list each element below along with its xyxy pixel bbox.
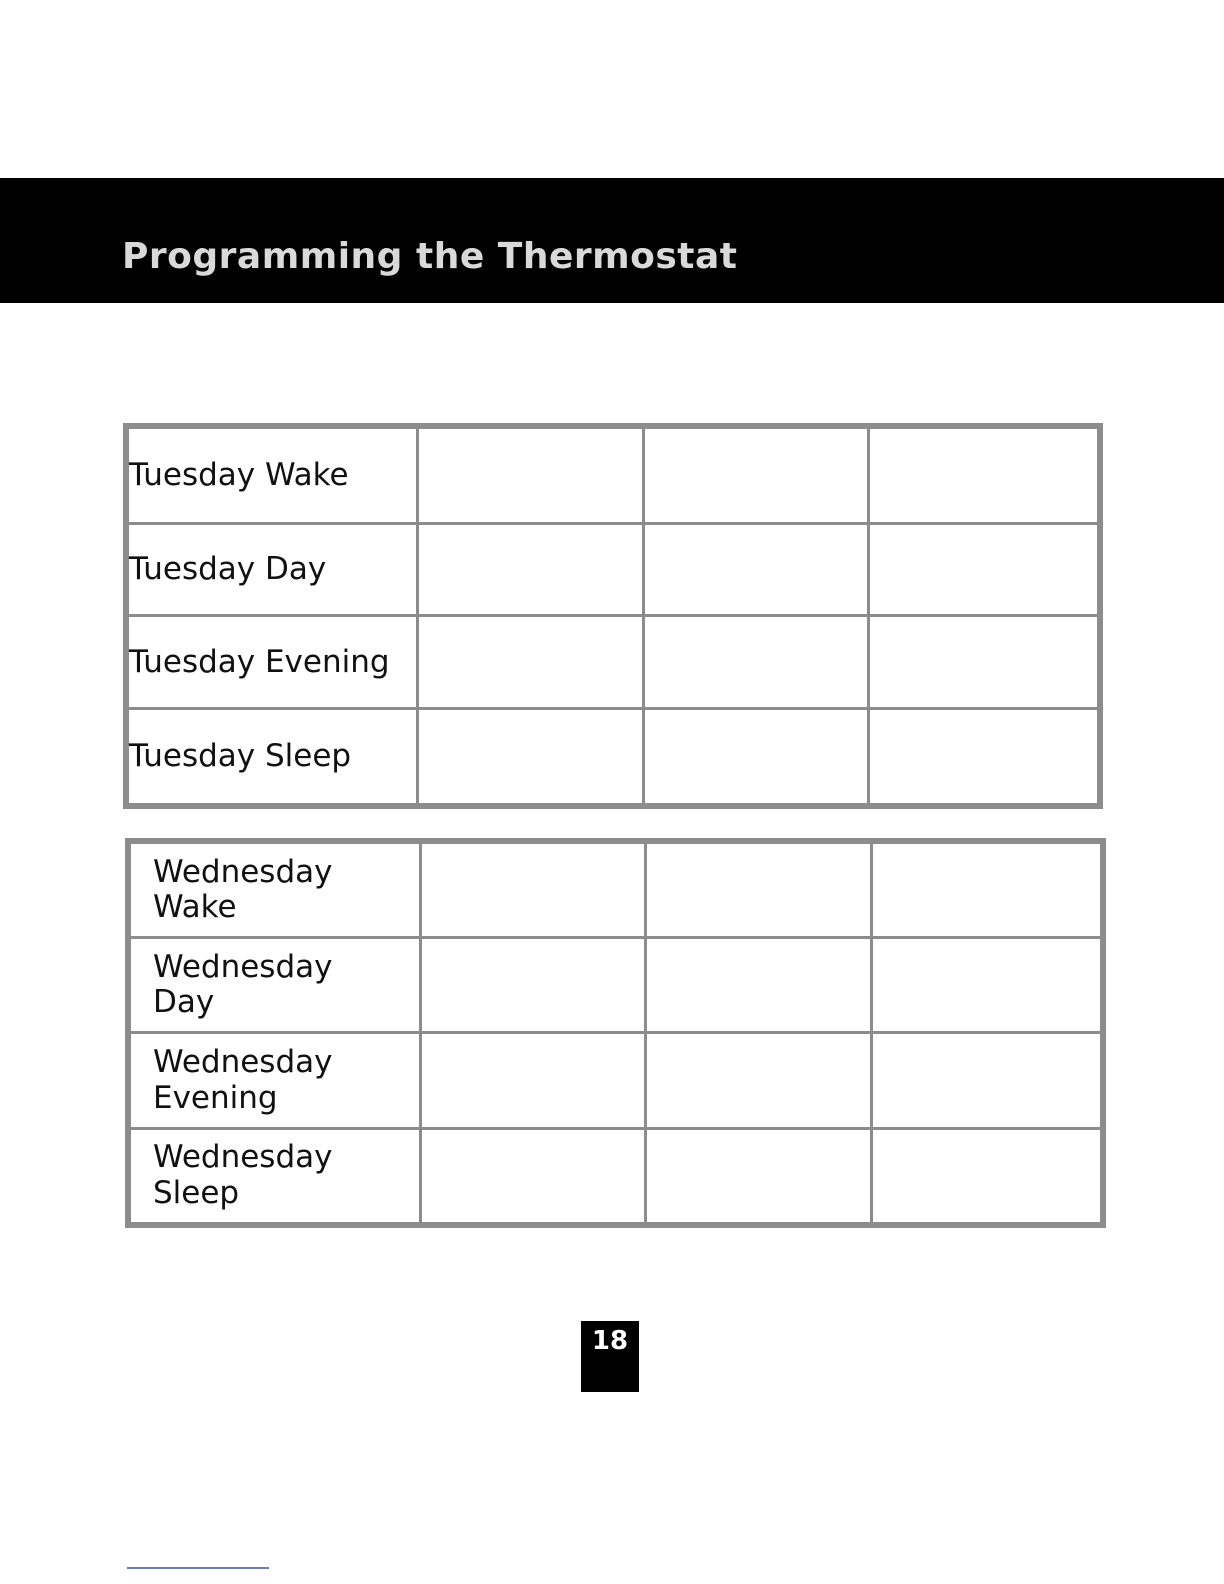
table-cell	[871, 1128, 1103, 1225]
table-cell	[418, 616, 643, 709]
row-label-tuesday-day: Tuesday Day	[126, 523, 418, 616]
footer-divider	[127, 1567, 269, 1569]
table-cell	[869, 709, 1100, 806]
row-label-wednesday-day: Wednesday Day	[128, 938, 420, 1033]
row-label-tuesday-wake: Tuesday Wake	[126, 426, 418, 523]
table-row	[128, 841, 1103, 938]
table-cell	[643, 709, 868, 806]
page-number-badge: 18	[581, 1321, 639, 1392]
table-row	[126, 709, 1100, 806]
table-cell	[420, 841, 646, 938]
table-cell	[420, 1128, 646, 1225]
tuesday-schedule-table	[123, 423, 1103, 809]
row-label-wednesday-wake: Wednesday Wake	[128, 841, 420, 938]
table-cell	[869, 523, 1100, 616]
row-label-tuesday-evening: Tuesday Evening	[126, 616, 418, 709]
table-cell	[646, 841, 872, 938]
table-cell	[418, 709, 643, 806]
table-row	[128, 1128, 1103, 1225]
table-cell	[646, 938, 872, 1033]
table-cell	[420, 938, 646, 1033]
table-cell	[646, 1128, 872, 1225]
table-cell	[420, 1033, 646, 1128]
table-cell	[871, 841, 1103, 938]
row-label-wednesday-sleep: Wednesday Sleep	[128, 1128, 420, 1225]
table-cell	[643, 426, 868, 523]
table-row	[128, 1033, 1103, 1128]
table-row	[126, 616, 1100, 709]
row-label-wednesday-evening: Wednesday Evening	[128, 1033, 420, 1128]
table-cell	[418, 426, 643, 523]
page-title: Programming the Thermostat	[122, 236, 738, 277]
table-cell	[418, 523, 643, 616]
table-cell	[643, 616, 868, 709]
table-cell	[869, 616, 1100, 709]
row-label-tuesday-sleep: Tuesday Sleep	[126, 709, 418, 806]
table-row	[126, 426, 1100, 523]
table-cell	[871, 938, 1103, 1033]
table-cell	[643, 523, 868, 616]
table-cell	[869, 426, 1100, 523]
table-row	[128, 938, 1103, 1033]
wednesday-schedule-table	[125, 838, 1106, 1228]
table-row	[126, 523, 1100, 616]
table-cell	[871, 1033, 1103, 1128]
table-cell	[646, 1033, 872, 1128]
